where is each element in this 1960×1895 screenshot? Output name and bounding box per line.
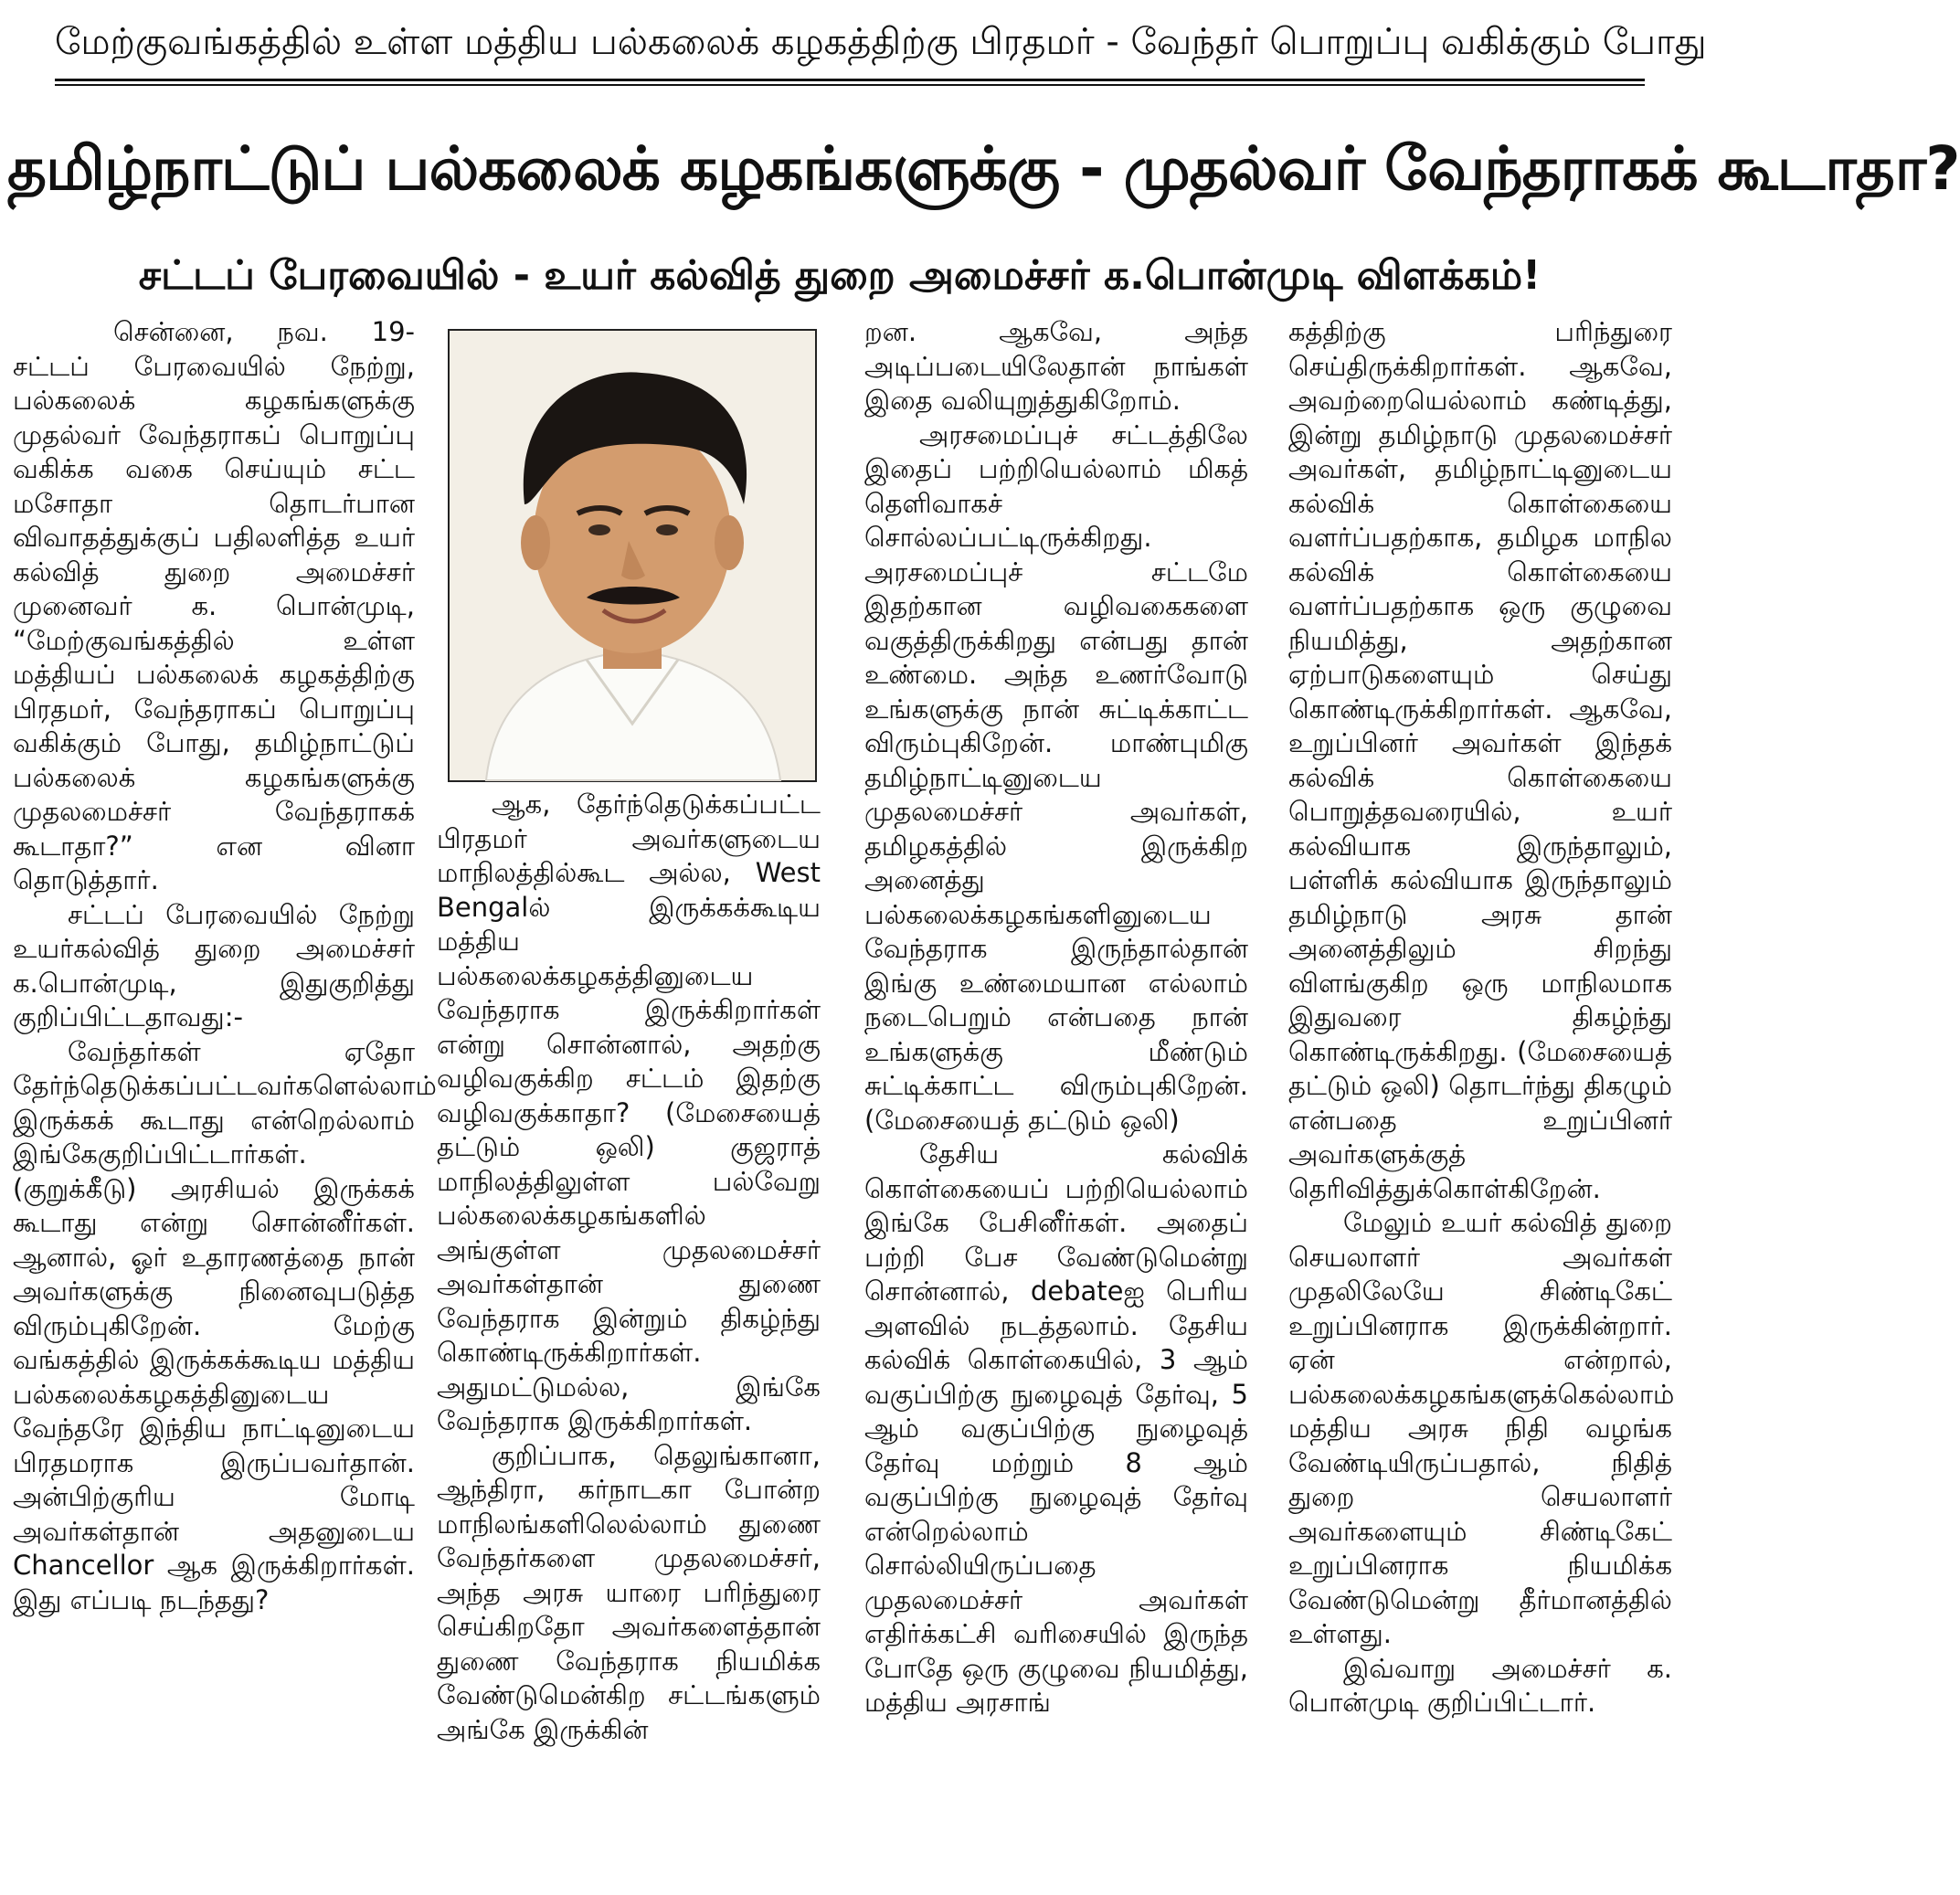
paragraph: கத்திற்கு பரிந்துரை செய்திருக்கிறார்கள். ஆகவே, அவற்றையெல்லாம் கண்டித்து, இன்று தமிழ்நாடு முதலமைச்சர் அவர்கள், தமிழ்நாட்டினுடைய கல்விக் கொள்கையை வளர்ப்பதற்காக, தமிழக மாநில கல்விக் கொள்கையை வளர்ப்பதற்காக ஒரு குழுவை நியமித்து, அதற்கான ஏற்பாடுகளையும் செய்து கொண்டிருக்கிறார்கள். ஆகவே, உறுப்பினர் அவர்கள் இந்தக் கல்விக் கொள்கையை பொறுத்தவரையில், உயர் கல்வியாக இருந்தாலும், பள்ளிக் கல்வியாக இருந்தாலும் தமிழ்நாடு அரசு தான் அனைத்திலும் சிறந்து விளங்குகிற ஒரு மாநிலமாக இதுவரை திகழ்ந்து கொண்டிருக்கிறது. (மேசையைத் தட்டும் ஒலி) தொடர்ந்து திகழும் என்பதை உறுப்பினர் அவர்களுக்குத் தெரிவித்துக்கொள்கிறேன். (1288, 316, 1672, 1204)
paragraph: குறிப்பாக, தெலுங்கானா, ஆந்திரா, கர்நாடகா போன்ற மாநிலங்களிலெல்லாம் துணை வேந்தர்களை முதலமைச்சர், அந்த அரசு யாரை பரிந்துரை செய்கிறதோ அவர்களைத்தான் துணை வேந்தராக நியமிக்க வேண்டுமென்கிற சட்டங்களும் அங்கே இருக்கின் (437, 1439, 821, 1745)
paragraph: அரசமைப்புச் சட்டத்திலே இதைப் பற்றியெல்லாம் மிகத் தெளிவாகச் சொல்லப்பட்டிருக்கிறது. அரசமைப்புச் சட்டமே இதற்கான வழிவகைகளை வகுத்திருக்கிறது என்பது தான் உண்மை. அந்த உணர்வோடு உங்களுக்கு நான் சுட்டிக்காட்ட விரும்புகிறேன். மாண்புமிகு தமிழ்நாட்டினுடைய முதலமைச்சர் அவர்கள், தமிழகத்தில் இருக்கிற அனைத்து பல்கலைக்கழகங்களினுடைய வேந்தராக இருந்தால்தான் இங்கு உண்மையான எல்லாம் நடைபெறும் என்பதை நான் உங்களுக்கு மீண்டும் சுட்டிக்காட்ட விரும்புகிறேன். (மேசையைத் தட்டும் ஒலி) (864, 418, 1248, 1136)
paragraph: றன. ஆகவே, அந்த அடிப்படையிலேதான் நாங்கள் இதை வலியுறுத்துகிறோம். (864, 316, 1248, 416)
paragraph: சட்டப் பேரவையில் நேற்று உயர்கல்வித் துறை அமைச்சர் க.பொன்முடி, இதுகுறித்து குறிப்பிட்டதாவது:- (13, 898, 415, 1032)
kicker-headline: மேற்குவங்கத்தில் உள்ள மத்திய பல்கலைக் கழகத்திற்கு பிரதமர் - வேந்தர் பொறுப்பு வகிக்கும் போது (55, 7, 1645, 81)
paragraph: தேசிய கல்விக் கொள்கையைப் பற்றியெல்லாம் இங்கே பேசினீர்கள். அதைப் பற்றி பேச வேண்டுமென்று சொன்னால், debateஐ பெரிய அளவில் நடத்தலாம். தேசிய கல்விக் கொள்கையில், 3 ஆம் வகுப்பிற்கு நுழைவுத் தேர்வு, 5 ஆம் வகுப்பிற்கு நுழைவுத் தேர்வு மற்றும் 8 ஆம் வகுப்பிற்கு நுழைவுத் தேர்வு என்றெல்லாம் சொல்லியிருப்பதை முதலமைச்சர் அவர்கள் எதிர்க்கட்சி வரிசையில் இருந்த போதே ஒரு குழுவை நியமித்து, மத்திய அரசாங் (864, 1138, 1248, 1718)
paragraph: ஆக, தேர்ந்தெடுக்கப்பட்ட பிரதமர் அவர்களுடைய மாநிலத்தில்கூட அல்ல, West Bengalல் இருக்கக்கூடிய மத்திய பல்கலைக்கழகத்தினுடைய வேந்தராக இருக்கிறார்கள் என்று சொன்னால், அதற்கு வழிவகுக்கிற சட்டம் இதற்கு வழிவகுக்காதா? (மேசையைத் தட்டும் ஒலி) குஜராத் மாநிலத்திலுள்ள பல்வேறு பல்கலைக்கழகங்களில் அங்குள்ள முதலமைச்சர் அவர்கள்தான் துணை வேந்தராக இன்றும் திகழ்ந்து கொண்டிருக்கிறார்கள். அதுமட்டுமல்ல, இங்கே வேந்தராக இருக்கிறார்கள். (437, 789, 821, 1436)
article-column-1 (13, 315, 437, 1891)
paragraph: சென்னை, நவ. 19- சட்டப் பேரவையில் நேற்று, பல்கலைக் கழகங்களுக்கு முதல்வர் வேந்தராகப் பொறுப்பு வகிக்க வகை செய்யும் சட்ட மசோதா தொடர்பான விவாதத்துக்குப் பதிலளித்த உயர் கல்வித் துறை அமைச்சர் முனைவர் க. பொன்முடி, “மேற்குவங்கத்தில் உள்ள மத்தியப் பல்கலைக் கழகத்திற்கு பிரதமர், வேந்தராகப் பொறுப்பு வகிக்கும் போது, தமிழ்நாட்டுப் பல்கலைக் கழகங்களுக்கு முதலமைச்சர் வேந்தராகக் கூடாதா?” என வினா தொடுத்தார். (13, 316, 415, 895)
article-column-4 (1288, 315, 1675, 1891)
paragraph: இவ்வாறு அமைச்சர் க. பொன்முடி குறிப்பிட்டார். (1288, 1652, 1672, 1718)
kicker-rule (55, 84, 1645, 86)
paragraph: வேந்தர்கள் ஏதோ தேர்ந்தெடுக்கப்பட்டவர்களெல்லாம் இருக்கக் கூடாது என்றெல்லாம் இங்கேகுறிப்பிட்டார்கள். (குறுக்கீடு) அரசியல் இருக்கக் கூடாது என்று சொன்னீர்கள். ஆனால், ஓர் உதாரணத்தை நான் அவர்களுக்கு நினைவுபடுத்த விரும்புகிறேன். மேற்கு வங்கத்தில் இருக்கக்கூடிய மத்திய பல்கலைக்கழகத்தினுடைய வேந்தரே இந்திய நாட்டினுடைய பிரதமராக இருப்பவர்தான். அன்பிற்குரிய மோடி அவர்கள்தான் அதனுடைய Chancellor ஆக இருக்கிறார்கள். இது எப்படி நடந்தது? (13, 1035, 437, 1615)
paragraph: மேலும் உயர் கல்வித் துறை செயலாளர் அவர்கள் முதலிலேயே சிண்டிகேட் உறுப்பினராக இருக்கின்றார். ஏன் என்றால், பல்கலைக்கழகங்களுக்கெல்லாம் மத்திய அரசு நிதி வழங்க வேண்டியிருப்பதால், நிதித் துறை செயலாளர் அவர்களையும் சிண்டிகேட் உறுப்பினராக நியமிக்க வேண்டுமென்று தீர்மானத்தில் உள்ளது. (1288, 1207, 1675, 1649)
main-headline: தமிழ்நாட்டுப் பல்கலைக் கழகங்களுக்கு - முதல்வர் வேந்தராகக் கூடாதா? (7, 133, 1960, 204)
minister-photo (448, 329, 817, 782)
sub-headline: சட்டப் பேரவையில் - உயர் கல்வித் துறை அமைச்சர் க.பொன்முடி விளக்கம்! (138, 252, 1542, 299)
portrait-image (450, 331, 815, 780)
article-column-2 (437, 788, 821, 1891)
article-column-3 (864, 315, 1248, 1891)
